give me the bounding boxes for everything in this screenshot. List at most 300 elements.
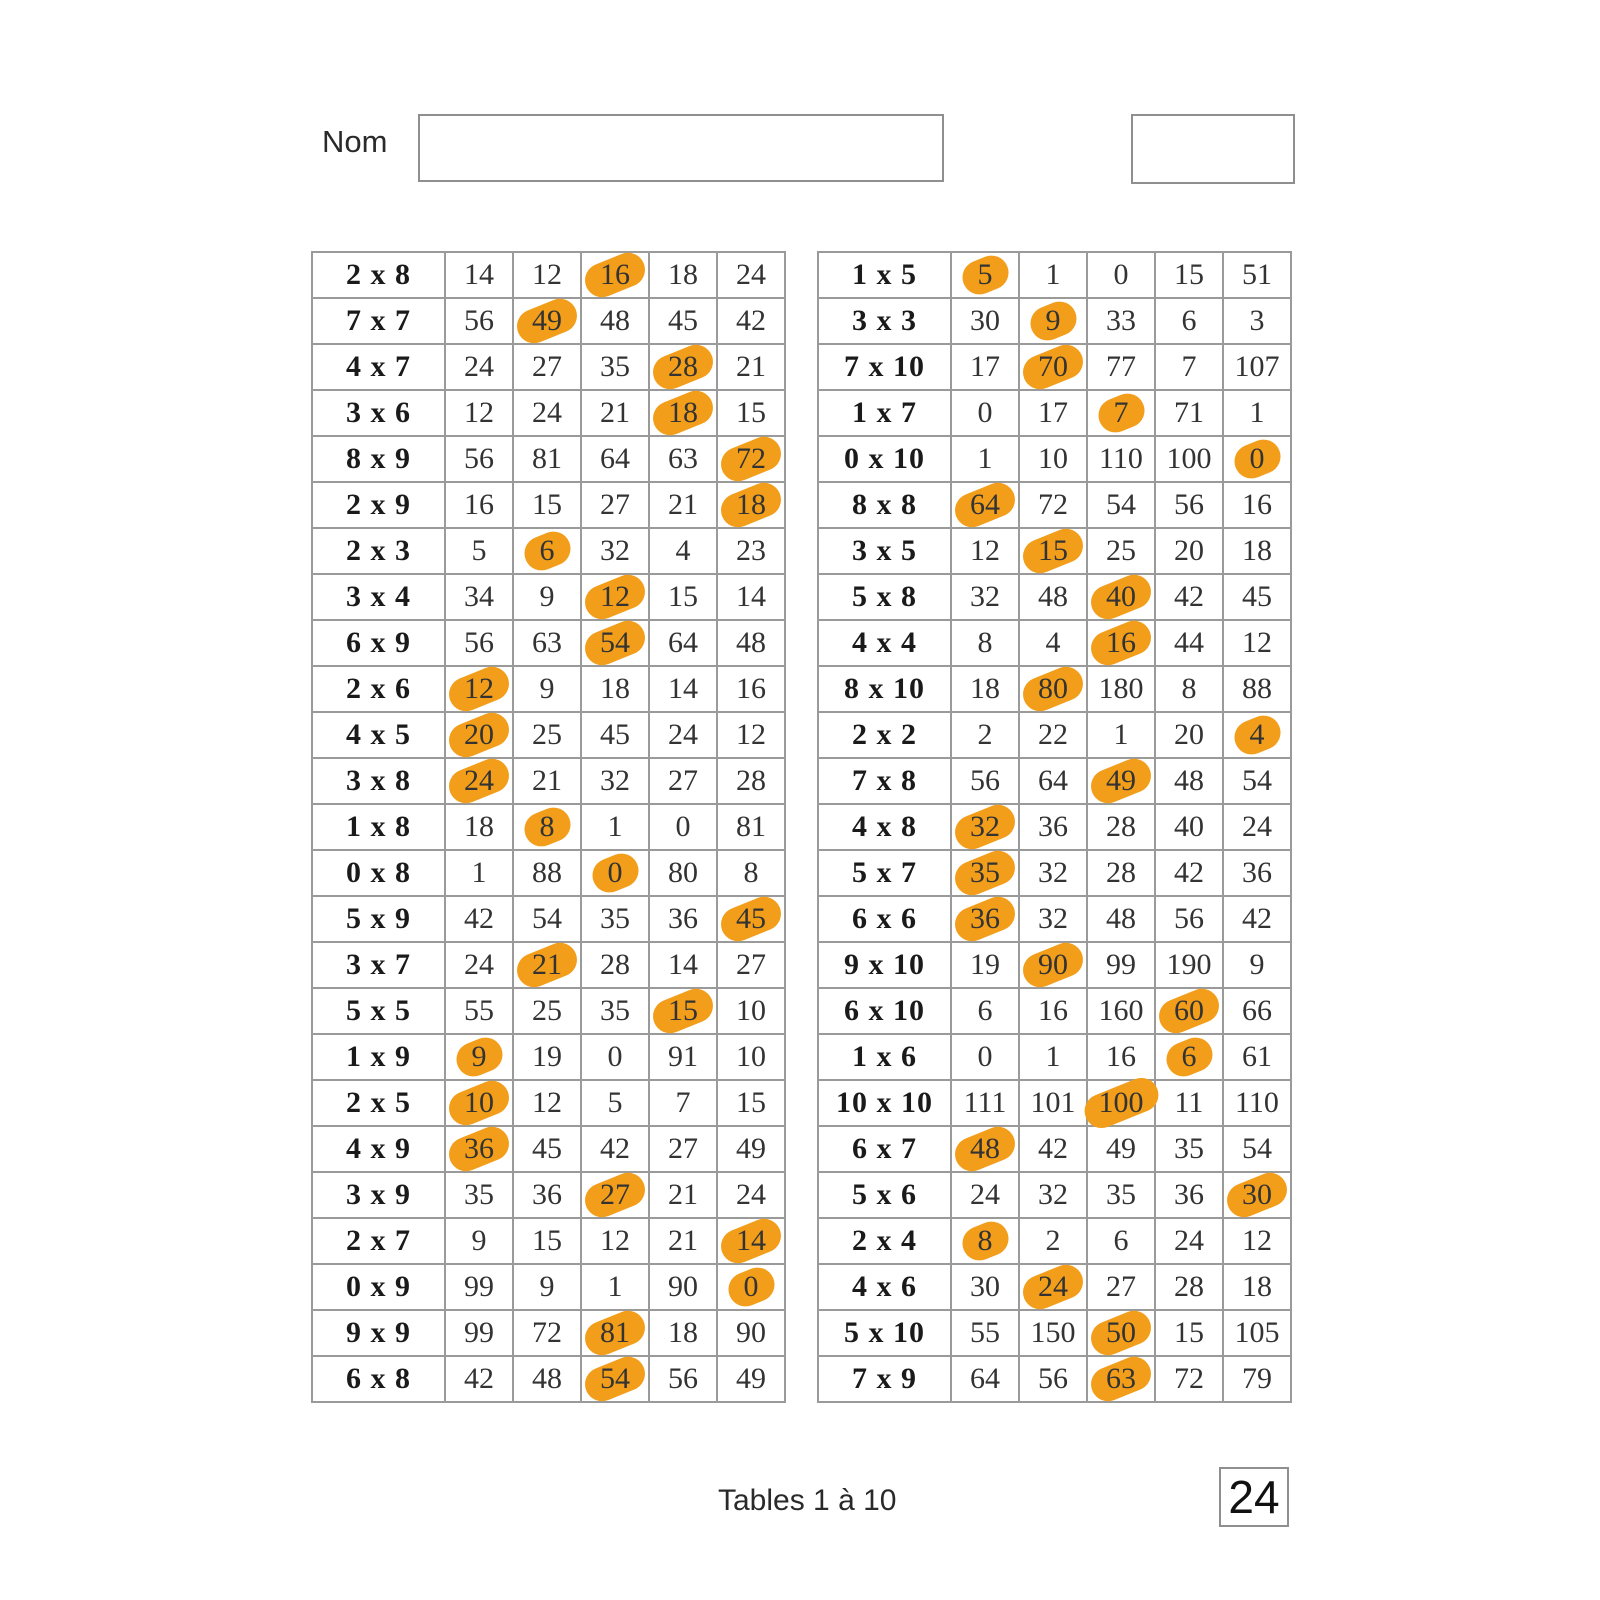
answer-choice[interactable]	[717, 988, 785, 1034]
answer-choice[interactable]	[649, 390, 717, 436]
answer-choice[interactable]	[445, 850, 513, 896]
answer-choice[interactable]	[513, 1172, 581, 1218]
answer-choice[interactable]	[581, 436, 649, 482]
answer-choice[interactable]	[717, 252, 785, 298]
answer-choice[interactable]	[951, 1218, 1019, 1264]
answer-value: 100	[1166, 442, 1212, 475]
answer-choice[interactable]	[717, 1310, 785, 1356]
answer-choice[interactable]	[513, 850, 581, 896]
answer-choice[interactable]	[445, 1218, 513, 1264]
answer-choice[interactable]	[513, 1034, 581, 1080]
answer-choice[interactable]	[445, 620, 513, 666]
answer-choice[interactable]	[1019, 574, 1087, 620]
answer-choice[interactable]	[1019, 1264, 1087, 1310]
answer-choice[interactable]	[1223, 252, 1291, 298]
name-label: Nom	[322, 124, 388, 159]
answer-choice[interactable]	[581, 804, 649, 850]
answer-choice[interactable]	[1087, 436, 1155, 482]
answer-choice[interactable]	[1087, 1126, 1155, 1172]
answer-choice[interactable]	[1019, 298, 1087, 344]
answer-choice[interactable]	[581, 1264, 649, 1310]
answer-choice[interactable]	[581, 1310, 649, 1356]
table-row	[818, 942, 1291, 988]
table-row	[312, 390, 785, 436]
answer-choice[interactable]	[717, 850, 785, 896]
answer-choice[interactable]	[581, 712, 649, 758]
answer-choice[interactable]	[1087, 1310, 1155, 1356]
answer-choice[interactable]	[1223, 482, 1291, 528]
answer-choice[interactable]	[1223, 896, 1291, 942]
answer-choice[interactable]	[649, 252, 717, 298]
answer-choice[interactable]	[1223, 988, 1291, 1034]
answer-choice[interactable]	[951, 988, 1019, 1034]
answer-choice[interactable]	[951, 390, 1019, 436]
answer-choice[interactable]	[649, 942, 717, 988]
answer-choice[interactable]	[649, 712, 717, 758]
answer-choice[interactable]	[649, 850, 717, 896]
answer-choice[interactable]	[581, 1080, 649, 1126]
answer-choice[interactable]	[1223, 1264, 1291, 1310]
answer-choice[interactable]	[445, 758, 513, 804]
answer-choice[interactable]	[1223, 758, 1291, 804]
answer-choice[interactable]	[581, 942, 649, 988]
answer-value: 25	[1106, 534, 1136, 567]
multiplication-problem: 2 x 9	[312, 482, 445, 528]
answer-choice[interactable]	[951, 942, 1019, 988]
answer-value: 35	[1174, 1132, 1204, 1165]
answer-choice[interactable]	[717, 574, 785, 620]
answer-choice[interactable]	[1223, 528, 1291, 574]
answer-choice[interactable]	[951, 850, 1019, 896]
answer-value: 22	[1038, 718, 1068, 751]
answer-choice[interactable]	[951, 1264, 1019, 1310]
answer-choice[interactable]	[649, 1218, 717, 1264]
answer-value: 101	[1030, 1086, 1076, 1119]
answer-choice[interactable]	[1155, 298, 1223, 344]
answer-choice[interactable]	[581, 1218, 649, 1264]
answer-choice[interactable]	[513, 252, 581, 298]
answer-choice[interactable]	[717, 666, 785, 712]
answer-choice[interactable]	[1223, 1218, 1291, 1264]
answer-choice[interactable]	[649, 1080, 717, 1126]
answer-choice[interactable]	[445, 390, 513, 436]
answer-value: 32	[1038, 902, 1068, 935]
answer-choice[interactable]	[1019, 1310, 1087, 1356]
answer-value: 48	[532, 1362, 562, 1395]
answer-choice[interactable]	[513, 620, 581, 666]
answer-choice[interactable]	[1087, 1356, 1155, 1402]
answer-choice[interactable]	[445, 528, 513, 574]
answer-choice[interactable]	[649, 528, 717, 574]
multiplication-problem: 5 x 9	[312, 896, 445, 942]
answer-choice[interactable]	[717, 1034, 785, 1080]
answer-choice[interactable]	[513, 896, 581, 942]
answer-choice[interactable]	[1087, 528, 1155, 574]
multiplication-problem: 4 x 5	[312, 712, 445, 758]
answer-choice[interactable]	[1019, 1172, 1087, 1218]
answer-choice[interactable]	[951, 666, 1019, 712]
answer-choice[interactable]	[717, 804, 785, 850]
multiplication-problem: 3 x 7	[312, 942, 445, 988]
answer-choice[interactable]	[513, 1126, 581, 1172]
answer-choice[interactable]	[1223, 1356, 1291, 1402]
answer-choice[interactable]	[1155, 1080, 1223, 1126]
answer-choice[interactable]	[1155, 942, 1223, 988]
answer-choice[interactable]	[649, 666, 717, 712]
answer-choice[interactable]	[1087, 942, 1155, 988]
answer-choice[interactable]	[1155, 1126, 1223, 1172]
answer-choice[interactable]	[1155, 804, 1223, 850]
answer-choice[interactable]	[1155, 436, 1223, 482]
answer-choice[interactable]	[1087, 1080, 1155, 1126]
answer-choice[interactable]	[951, 344, 1019, 390]
answer-choice[interactable]	[445, 1264, 513, 1310]
answer-choice[interactable]	[1019, 344, 1087, 390]
answer-choice[interactable]	[649, 1310, 717, 1356]
answer-choice[interactable]	[717, 436, 785, 482]
answer-choice[interactable]	[445, 574, 513, 620]
answer-choice[interactable]	[513, 436, 581, 482]
answer-choice[interactable]	[951, 1356, 1019, 1402]
answer-choice[interactable]	[445, 712, 513, 758]
answer-choice[interactable]	[445, 804, 513, 850]
answer-choice[interactable]	[1019, 482, 1087, 528]
answer-value: 25	[532, 718, 562, 751]
answer-choice[interactable]	[1155, 1172, 1223, 1218]
answer-choice[interactable]	[951, 252, 1019, 298]
answer-choice[interactable]	[1223, 620, 1291, 666]
answer-choice[interactable]	[649, 1034, 717, 1080]
answer-choice[interactable]	[951, 620, 1019, 666]
answer-choice[interactable]	[649, 436, 717, 482]
answer-choice[interactable]	[1087, 712, 1155, 758]
answer-choice[interactable]	[717, 1218, 785, 1264]
answer-choice[interactable]	[1087, 252, 1155, 298]
answer-choice[interactable]	[717, 1172, 785, 1218]
answer-value: 45	[532, 1132, 562, 1165]
answer-choice[interactable]	[1087, 804, 1155, 850]
answer-choice[interactable]	[717, 482, 785, 528]
multiplication-problem: 8 x 9	[312, 436, 445, 482]
answer-choice[interactable]	[1019, 252, 1087, 298]
answer-choice[interactable]	[1087, 620, 1155, 666]
answer-choice[interactable]	[951, 1126, 1019, 1172]
answer-choice[interactable]	[513, 390, 581, 436]
answer-choice[interactable]	[951, 528, 1019, 574]
score-field[interactable]	[1131, 114, 1295, 184]
answer-choice[interactable]	[1019, 436, 1087, 482]
answer-choice[interactable]	[649, 344, 717, 390]
answer-choice[interactable]	[951, 896, 1019, 942]
answer-choice[interactable]	[1019, 712, 1087, 758]
answer-choice[interactable]	[581, 344, 649, 390]
answer-choice[interactable]	[1087, 1172, 1155, 1218]
answer-choice[interactable]	[1087, 666, 1155, 712]
answer-choice[interactable]	[1019, 850, 1087, 896]
answer-value: 45	[1242, 580, 1272, 613]
answer-value: 17	[970, 350, 1000, 383]
answer-choice[interactable]	[445, 666, 513, 712]
answer-choice[interactable]	[649, 758, 717, 804]
answer-choice[interactable]	[1155, 712, 1223, 758]
answer-choice[interactable]	[513, 1080, 581, 1126]
answer-choice[interactable]	[1223, 1126, 1291, 1172]
answer-choice[interactable]	[649, 988, 717, 1034]
answer-choice[interactable]	[1223, 1172, 1291, 1218]
answer-choice[interactable]	[649, 804, 717, 850]
answer-choice[interactable]	[1155, 758, 1223, 804]
answer-choice[interactable]	[1087, 298, 1155, 344]
answer-choice[interactable]	[717, 942, 785, 988]
table-row	[312, 1356, 785, 1402]
answer-choice[interactable]	[1223, 574, 1291, 620]
answer-choice[interactable]	[581, 758, 649, 804]
answer-choice[interactable]	[649, 896, 717, 942]
answer-choice[interactable]	[717, 528, 785, 574]
answer-choice[interactable]	[1223, 1080, 1291, 1126]
answer-choice[interactable]	[1087, 896, 1155, 942]
answer-choice[interactable]	[1019, 1356, 1087, 1402]
answer-choice[interactable]	[1019, 666, 1087, 712]
answer-choice[interactable]	[445, 1126, 513, 1172]
answer-choice[interactable]	[513, 344, 581, 390]
answer-choice[interactable]	[1019, 1080, 1087, 1126]
answer-choice[interactable]	[513, 298, 581, 344]
answer-choice[interactable]	[717, 758, 785, 804]
answer-choice[interactable]	[717, 620, 785, 666]
answer-choice[interactable]	[649, 1264, 717, 1310]
answer-choice[interactable]	[581, 1126, 649, 1172]
answer-choice[interactable]	[1155, 620, 1223, 666]
answer-choice[interactable]	[1223, 344, 1291, 390]
answer-choice[interactable]	[1223, 804, 1291, 850]
answer-choice[interactable]	[717, 712, 785, 758]
answer-choice[interactable]	[445, 344, 513, 390]
answer-choice[interactable]	[1087, 1264, 1155, 1310]
answer-choice[interactable]	[1019, 988, 1087, 1034]
answer-choice[interactable]	[1019, 896, 1087, 942]
answer-choice[interactable]	[445, 942, 513, 988]
answer-choice[interactable]	[1155, 482, 1223, 528]
answer-choice[interactable]	[649, 1356, 717, 1402]
answer-value: 8	[743, 856, 759, 889]
answer-choice[interactable]	[1019, 804, 1087, 850]
answer-choice[interactable]	[649, 482, 717, 528]
answer-choice[interactable]	[513, 988, 581, 1034]
answer-choice[interactable]	[513, 758, 581, 804]
answer-choice[interactable]	[649, 298, 717, 344]
answer-choice[interactable]	[951, 1080, 1019, 1126]
answer-choice[interactable]	[1019, 390, 1087, 436]
answer-value: 110	[1099, 442, 1143, 475]
multiplication-problem: 8 x 10	[818, 666, 951, 712]
answer-choice[interactable]	[513, 482, 581, 528]
answer-value: 21	[600, 396, 630, 429]
answer-choice[interactable]	[581, 1034, 649, 1080]
answer-choice[interactable]	[649, 574, 717, 620]
answer-choice[interactable]	[951, 1034, 1019, 1080]
highlighted-answer: 16	[1106, 626, 1136, 659]
answer-choice[interactable]	[513, 1356, 581, 1402]
answer-choice[interactable]	[1155, 344, 1223, 390]
answer-choice[interactable]	[1087, 344, 1155, 390]
table-row	[818, 1264, 1291, 1310]
answer-choice[interactable]	[513, 1264, 581, 1310]
answer-choice[interactable]	[581, 528, 649, 574]
answer-choice[interactable]	[581, 850, 649, 896]
answer-choice[interactable]	[445, 1356, 513, 1402]
answer-value: 99	[464, 1270, 494, 1303]
name-field[interactable]	[418, 114, 944, 182]
answer-choice[interactable]	[1155, 528, 1223, 574]
answer-choice[interactable]	[445, 298, 513, 344]
answer-choice[interactable]	[513, 528, 581, 574]
answer-choice[interactable]	[1155, 252, 1223, 298]
answer-choice[interactable]	[581, 1356, 649, 1402]
answer-value: 28	[736, 764, 766, 797]
answer-choice[interactable]	[649, 1126, 717, 1172]
answer-choice[interactable]	[1223, 850, 1291, 896]
answer-choice[interactable]	[513, 666, 581, 712]
answer-choice[interactable]	[1223, 1034, 1291, 1080]
answer-choice[interactable]	[1155, 666, 1223, 712]
answer-value: 35	[464, 1178, 494, 1211]
answer-choice[interactable]	[717, 298, 785, 344]
answer-choice[interactable]	[581, 620, 649, 666]
answer-choice[interactable]	[445, 252, 513, 298]
answer-value: 36	[1038, 810, 1068, 843]
answer-choice[interactable]	[717, 1080, 785, 1126]
answer-choice[interactable]	[1087, 988, 1155, 1034]
answer-choice[interactable]	[951, 298, 1019, 344]
answer-choice[interactable]	[951, 482, 1019, 528]
answer-choice[interactable]	[581, 896, 649, 942]
answer-choice[interactable]	[581, 482, 649, 528]
answer-choice[interactable]	[1087, 390, 1155, 436]
answer-choice[interactable]	[1223, 712, 1291, 758]
answer-choice[interactable]	[717, 1356, 785, 1402]
answer-choice[interactable]	[1223, 1310, 1291, 1356]
table-row	[312, 1310, 785, 1356]
answer-choice[interactable]	[1155, 1034, 1223, 1080]
answer-choice[interactable]	[1223, 666, 1291, 712]
answer-choice[interactable]	[445, 988, 513, 1034]
answer-choice[interactable]	[951, 1310, 1019, 1356]
answer-choice[interactable]	[951, 436, 1019, 482]
answer-choice[interactable]	[1223, 942, 1291, 988]
answer-choice[interactable]	[1087, 850, 1155, 896]
answer-choice[interactable]	[717, 1126, 785, 1172]
table-row	[818, 1310, 1291, 1356]
answer-choice[interactable]	[951, 574, 1019, 620]
answer-choice[interactable]	[1155, 896, 1223, 942]
answer-value: 55	[464, 994, 494, 1027]
answer-choice[interactable]	[445, 1034, 513, 1080]
answer-choice[interactable]	[581, 390, 649, 436]
answer-choice[interactable]	[513, 804, 581, 850]
answer-value: 9	[539, 1270, 555, 1303]
answer-choice[interactable]	[1019, 1126, 1087, 1172]
answer-choice[interactable]	[717, 344, 785, 390]
answer-value: 27	[668, 1132, 698, 1165]
answer-choice[interactable]	[1019, 758, 1087, 804]
answer-choice[interactable]	[1223, 298, 1291, 344]
answer-value: 27	[668, 764, 698, 797]
answer-choice[interactable]	[951, 758, 1019, 804]
answer-choice[interactable]	[1087, 1034, 1155, 1080]
answer-choice[interactable]	[445, 1080, 513, 1126]
answer-choice[interactable]	[1087, 482, 1155, 528]
answer-choice[interactable]	[445, 482, 513, 528]
answer-value: 64	[1038, 764, 1068, 797]
answer-choice[interactable]	[513, 712, 581, 758]
answer-choice[interactable]	[1087, 574, 1155, 620]
answer-choice[interactable]	[717, 896, 785, 942]
answer-choice[interactable]	[513, 574, 581, 620]
answer-choice[interactable]	[1155, 988, 1223, 1034]
answer-choice[interactable]	[951, 712, 1019, 758]
answer-choice[interactable]	[581, 1172, 649, 1218]
answer-value: 27	[1106, 1270, 1136, 1303]
answer-choice[interactable]	[1087, 1218, 1155, 1264]
answer-choice[interactable]	[1155, 1264, 1223, 1310]
answer-choice[interactable]	[513, 1218, 581, 1264]
answer-choice[interactable]	[1019, 620, 1087, 666]
answer-choice[interactable]	[1155, 390, 1223, 436]
answer-choice[interactable]	[1087, 758, 1155, 804]
table-row	[312, 758, 785, 804]
answer-choice[interactable]	[445, 1310, 513, 1356]
answer-choice[interactable]	[581, 666, 649, 712]
answer-choice[interactable]	[445, 896, 513, 942]
answer-choice[interactable]	[581, 988, 649, 1034]
answer-choice[interactable]	[649, 620, 717, 666]
answer-choice[interactable]	[1155, 1356, 1223, 1402]
table-row	[312, 942, 785, 988]
answer-choice[interactable]	[1019, 942, 1087, 988]
answer-value: 16	[464, 488, 494, 521]
answer-choice[interactable]	[951, 1172, 1019, 1218]
answer-value: 7	[675, 1086, 691, 1119]
answer-choice[interactable]	[513, 942, 581, 988]
answer-choice[interactable]	[1019, 528, 1087, 574]
answer-choice[interactable]	[1019, 1218, 1087, 1264]
answer-choice[interactable]	[1223, 390, 1291, 436]
answer-choice[interactable]	[951, 804, 1019, 850]
answer-choice[interactable]	[1019, 1034, 1087, 1080]
answer-choice[interactable]	[513, 1310, 581, 1356]
multiplication-problem: 6 x 6	[818, 896, 951, 942]
answer-choice[interactable]	[717, 1264, 785, 1310]
answer-choice[interactable]	[1155, 574, 1223, 620]
answer-choice[interactable]	[1155, 1218, 1223, 1264]
multiplication-problem: 2 x 7	[312, 1218, 445, 1264]
answer-choice[interactable]	[445, 1172, 513, 1218]
answer-choice[interactable]	[581, 252, 649, 298]
answer-choice[interactable]	[581, 574, 649, 620]
answer-choice[interactable]	[581, 298, 649, 344]
answer-choice[interactable]	[445, 436, 513, 482]
answer-choice[interactable]	[717, 390, 785, 436]
answer-value: 88	[532, 856, 562, 889]
answer-choice[interactable]	[1155, 850, 1223, 896]
answer-value: 63	[532, 626, 562, 659]
highlighted-answer: 4	[1249, 718, 1265, 751]
answer-choice[interactable]	[1155, 1310, 1223, 1356]
answer-choice[interactable]	[649, 1172, 717, 1218]
answer-value: 27	[600, 488, 630, 521]
answer-choice[interactable]	[1223, 436, 1291, 482]
